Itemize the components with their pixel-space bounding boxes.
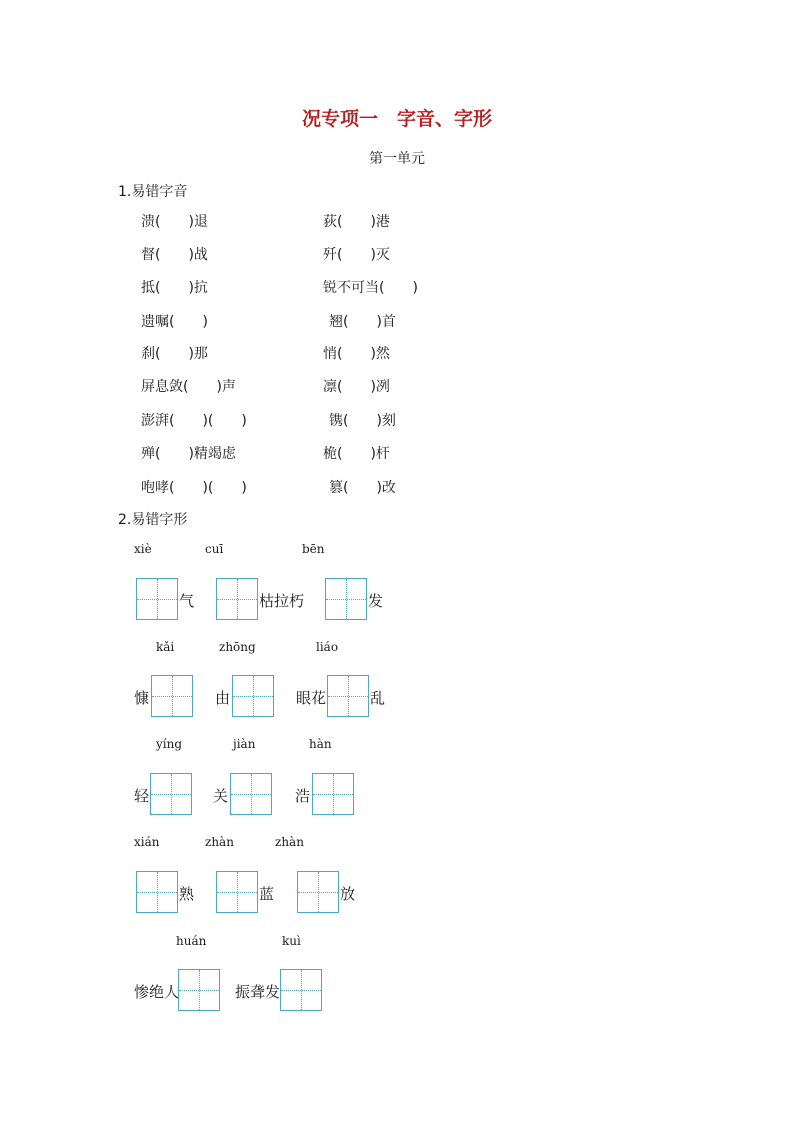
word-fragment: 慷 (134, 689, 150, 707)
pronunciation-item: 澎湃( )( ) (141, 413, 247, 429)
pronunciation-item: 歼( )灭 (323, 247, 390, 263)
pronunciation-item: 抵( )抗 (141, 280, 208, 296)
answer-box[interactable] (230, 773, 272, 815)
answer-box[interactable] (280, 969, 322, 1011)
pinyin-label: yíng (156, 737, 183, 751)
pronunciation-item: 屏息敛( )声 (141, 379, 236, 395)
word-fragment: 放 (340, 885, 356, 903)
pronunciation-item: 凛( )冽 (323, 379, 390, 395)
pronunciation-item: 咆哮( )( ) (141, 480, 247, 496)
pinyin-label: zhōng (219, 640, 256, 654)
answer-box[interactable] (312, 773, 354, 815)
word-fragment: 乱 (370, 689, 386, 707)
pinyin-label: jiàn (233, 737, 256, 751)
answer-box[interactable] (151, 675, 193, 717)
answer-box[interactable] (327, 675, 369, 717)
word-fragment: 枯拉朽 (259, 592, 305, 610)
answer-box[interactable] (136, 578, 178, 620)
pinyin-label: huán (176, 934, 207, 948)
answer-box[interactable] (178, 969, 220, 1011)
answer-box[interactable] (297, 871, 339, 913)
pinyin-label: bēn (302, 542, 325, 556)
section-heading-pronunciation: 1.易错字音 (118, 184, 188, 200)
word-fragment: 眼花 (296, 689, 327, 707)
pronunciation-item: 荻( )港 (323, 214, 390, 230)
pronunciation-item: 桅( )杆 (323, 446, 390, 462)
pronunciation-item: 刹( )那 (141, 346, 208, 362)
word-fragment: 气 (179, 592, 195, 610)
word-fragment: 振聋发 (235, 983, 281, 1001)
pronunciation-item: 翘( )首 (329, 314, 396, 330)
page-title: 况专项一 字音、字形 (301, 108, 492, 130)
pronunciation-item: 悄( )然 (323, 346, 390, 362)
word-fragment: 惨绝人 (134, 983, 180, 1001)
answer-box[interactable] (136, 871, 178, 913)
pinyin-label: zhàn (275, 835, 304, 849)
answer-box[interactable] (232, 675, 274, 717)
word-fragment: 关 (213, 787, 229, 805)
pinyin-label: zhàn (205, 835, 234, 849)
answer-box[interactable] (216, 578, 258, 620)
pinyin-label: xiè (134, 542, 152, 556)
section-heading-glyph: 2.易错字形 (118, 512, 188, 528)
word-fragment: 发 (368, 592, 384, 610)
pinyin-label: kuì (282, 934, 301, 948)
pronunciation-item: 殚( )精竭虑 (141, 446, 236, 462)
pronunciation-item: 溃( )退 (141, 214, 208, 230)
pronunciation-item: 篡( )改 (329, 480, 396, 496)
answer-box[interactable] (150, 773, 192, 815)
pinyin-label: xián (134, 835, 160, 849)
pinyin-label: hàn (309, 737, 332, 751)
word-fragment: 轻 (134, 787, 150, 805)
pinyin-label: kǎi (156, 640, 175, 654)
word-fragment: 熟 (179, 885, 195, 903)
pronunciation-item: 锐不可当( ) (323, 280, 418, 296)
word-fragment: 蓝 (259, 885, 275, 903)
pronunciation-item: 督( )战 (141, 247, 208, 263)
answer-box[interactable] (325, 578, 367, 620)
pronunciation-item: 遗嘱( ) (141, 314, 208, 330)
answer-box[interactable] (216, 871, 258, 913)
word-fragment: 由 (215, 689, 231, 707)
unit-subtitle: 第一单元 (369, 151, 425, 167)
pinyin-label: liáo (316, 640, 339, 654)
word-fragment: 浩 (295, 787, 311, 805)
pinyin-label: cuī (205, 542, 224, 556)
pronunciation-item: 镌( )刻 (329, 413, 396, 429)
